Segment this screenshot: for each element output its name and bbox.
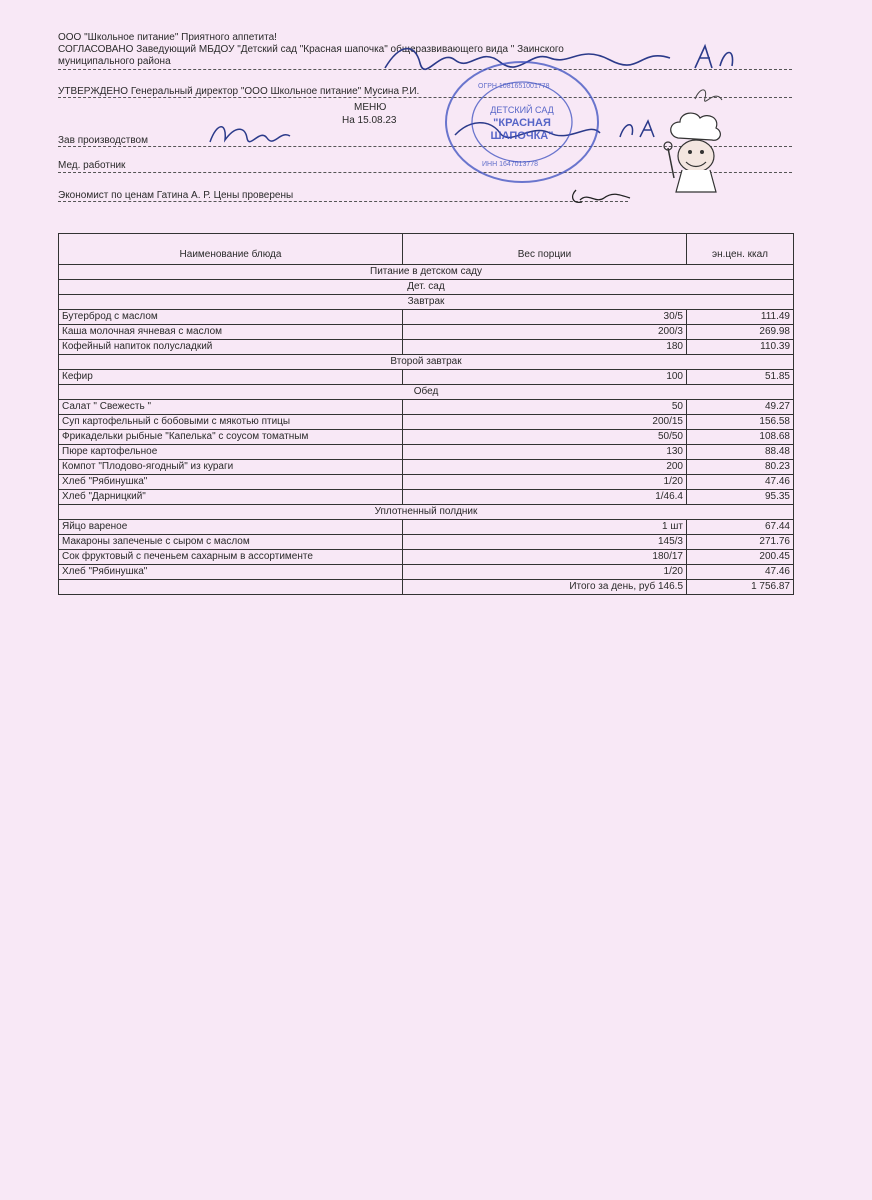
dish-kcal: 110.39 [687,340,794,355]
menu-title: МЕНЮ [354,102,387,113]
dish-weight: 180 [403,340,687,355]
economist-label: Экономист по ценам Гатина А. Р. Цены проверены [58,190,294,201]
dish-kcal: 95.35 [687,490,794,505]
dish-name: Яйцо вареное [59,520,403,535]
stamp-line-1: ДЕТСКИЙ САД [490,105,554,115]
dish-name: Хлеб "Рябинушка" [59,565,403,580]
agreed-line-2: муниципального района [58,56,171,67]
dish-weight: 200/15 [403,415,687,430]
dish-row [59,370,794,385]
dish-row [59,565,794,580]
dish-row [59,490,794,505]
dish-name: Кефир [59,370,403,385]
dish-kcal: 67.44 [687,520,794,535]
total-label: Итого за день, руб 146.5 [403,580,687,595]
section-label: Уплотненный полдник [59,505,794,520]
dish-kcal: 88.48 [687,445,794,460]
dish-name: Салат " Свежесть " [59,400,403,415]
dish-weight: 1/20 [403,565,687,580]
economist-signature [568,182,638,210]
header-portion-weight: Вес порции [403,234,687,265]
dish-kcal: 49.27 [687,400,794,415]
company-name: ООО "Школьное питание" Приятного аппетита! [58,32,277,43]
dish-weight: 50/50 [403,430,687,445]
agreed-line-1: СОГЛАСОВАНО Заведующий МБДОУ "Детский сад "Красная шапочка" общеразвивающего вида " Заинского [58,44,564,55]
dish-kcal: 80.23 [687,460,794,475]
dish-kcal: 156.58 [687,415,794,430]
section-label: Завтрак [59,295,794,310]
section-row [59,280,794,295]
dish-row [59,550,794,565]
dish-row [59,535,794,550]
dish-name: Хлеб "Рябинушка" [59,475,403,490]
section-row [59,505,794,520]
dish-weight: 30/5 [403,310,687,325]
header-dish-name: Наименование блюда [59,234,403,265]
section-row [59,385,794,400]
dish-name: Компот "Плодово-ягодный" из кураги [59,460,403,475]
dish-kcal: 269.98 [687,325,794,340]
stamp-line-2: "КРАСНАЯ [493,117,551,129]
dish-row [59,430,794,445]
section-label: Питание в детском саду [59,265,794,280]
total-kcal: 1 756.87 [687,580,794,595]
approved-line: УТВЕРЖДЕНО Генеральный директор "ООО Школьное питание" Мусина Р.И. [58,86,420,97]
dish-name: Фрикадельки рыбные "Капелька" с соусом томатным [59,430,403,445]
dish-weight: 100 [403,370,687,385]
dish-name: Кофейный напиток полусладкий [59,340,403,355]
dish-weight: 1/20 [403,475,687,490]
dish-name: Бутерброд с маслом [59,310,403,325]
menu-table [58,233,794,595]
dish-row [59,400,794,415]
dish-weight: 130 [403,445,687,460]
dish-row [59,445,794,460]
dish-kcal: 271.76 [687,535,794,550]
dish-row [59,310,794,325]
dish-kcal: 200.45 [687,550,794,565]
menu-date: На 15.08.23 [342,115,397,126]
dish-name: Сок фруктовый с печеньем сахарным в ассортименте [59,550,403,565]
dish-weight: 50 [403,400,687,415]
dish-name: Макароны запеченые с сыром с маслом [59,535,403,550]
section-row [59,355,794,370]
dish-row [59,460,794,475]
section-label: Второй завтрак [59,355,794,370]
dish-weight: 200/3 [403,325,687,340]
dish-kcal: 47.46 [687,475,794,490]
dish-name: Каша молочная ячневая с маслом [59,325,403,340]
production-head-signature [205,118,295,150]
approved-signature [690,84,730,106]
dish-kcal: 51.85 [687,370,794,385]
kindergarten-stamp [442,58,602,186]
stamp-inn: ИНН 1647013778 [482,161,539,168]
production-head-label: Зав производством [58,135,148,146]
section-label: Дет. сад [59,280,794,295]
section-row [59,265,794,280]
header-energy-value: эн.цен. ккал [687,234,794,265]
stamp-ogrn: ОГРН 1081651001778 [478,83,550,90]
total-empty-cell [59,580,403,595]
dish-weight: 200 [403,460,687,475]
dish-row [59,325,794,340]
dish-row [59,415,794,430]
dish-row [59,340,794,355]
dish-name: Хлеб "Дарницкий" [59,490,403,505]
approved-signature-line [58,97,792,98]
dish-weight: 145/3 [403,535,687,550]
economist-line [58,201,628,202]
stamp-line-3: ШАПОЧКА" [490,130,554,142]
table-header-row [59,234,794,265]
dish-row [59,475,794,490]
chef-icon [660,108,730,198]
dish-kcal: 111.49 [687,310,794,325]
dish-kcal: 108.68 [687,430,794,445]
dish-weight: 180/17 [403,550,687,565]
total-row [59,580,794,595]
dish-kcal: 47.46 [687,565,794,580]
dish-name: Суп картофельный с бобовыми с мякотью птицы [59,415,403,430]
medic-label: Мед. работник [58,160,126,171]
section-label: Обед [59,385,794,400]
dish-weight: 1 шт [403,520,687,535]
dish-name: Пюре картофельное [59,445,403,460]
dish-weight: 1/46.4 [403,490,687,505]
section-row [59,295,794,310]
dish-row [59,520,794,535]
